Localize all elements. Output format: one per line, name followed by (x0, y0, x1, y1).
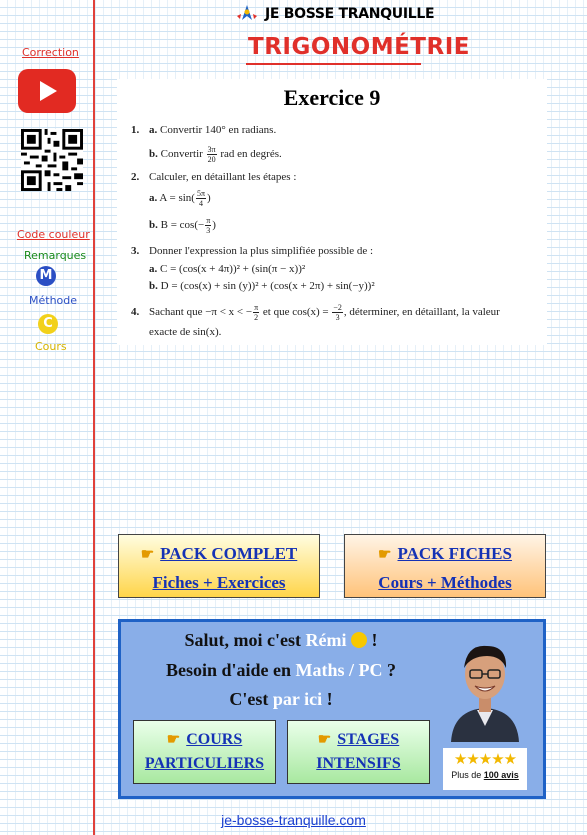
question-number: 2. (131, 171, 140, 183)
fraction (205, 216, 211, 235)
question-4 (131, 303, 500, 322)
question-text: Donner l'expression la plus simplifiée possible de : (149, 245, 374, 257)
margin-line (93, 0, 95, 835)
sub-label: a. (149, 192, 158, 205)
title-underline (246, 63, 421, 65)
brand-header[interactable] (235, 4, 434, 24)
question-1a (131, 124, 276, 136)
button-label: PARTICULIERS (144, 755, 265, 772)
sub-label: b. (149, 280, 158, 292)
question-text: Calculer, en détaillant les étapes : (149, 171, 297, 183)
promo-line-1 (121, 630, 441, 651)
question-2a: a. A = sin( $\frac{5\pi}{4}$ ) (149, 189, 211, 208)
tutor-promo-panel (118, 619, 546, 799)
qr-code[interactable] (21, 129, 83, 191)
question-text: et que cos(x) = (262, 306, 329, 319)
pack-complet-button[interactable] (118, 534, 320, 598)
question-text: D = (cos(x) + sin (y))² + (cos(x + 2π) + sin(−y))² (160, 280, 375, 292)
sub-label: b. (149, 219, 158, 232)
fraction (332, 303, 343, 322)
remarques-label: Remarques (24, 249, 87, 262)
rating-count: 100 avis (483, 770, 519, 780)
question-number: 1. (131, 124, 140, 136)
button-label: PACK COMPLET (160, 544, 298, 563)
denominator: 4 (198, 199, 203, 208)
numerator: 5π (196, 189, 206, 198)
question-text: Sachant que −π < x < − (149, 306, 253, 319)
promo-text: Besoin d'aide en (165, 660, 292, 680)
question-number: 4. (131, 306, 140, 319)
sub-label: b. (149, 148, 158, 161)
code-couleur-label: Code couleur (17, 228, 90, 241)
promo-text: ? (387, 660, 397, 680)
promo-line-2 (121, 660, 441, 681)
button-label: COURS (186, 731, 243, 748)
promo-subject: Maths / PC (295, 660, 383, 680)
numerator: π (254, 303, 259, 312)
numerator: −2 (333, 303, 342, 312)
question-text: rad en degrés. (220, 148, 282, 161)
question-2b: b. B = cos(− $\frac{\pi}{3}$ ) (149, 216, 216, 235)
button-label: PACK FICHES (397, 544, 512, 563)
smiley-icon (351, 632, 367, 648)
rating-badge[interactable] (443, 748, 527, 790)
button-label: STAGES (337, 731, 400, 748)
denominator: 20 (207, 155, 216, 164)
cours-icon: C (38, 314, 58, 334)
question-text: C = (cos(x + 4π))² + (sin(π − x))² (160, 263, 306, 275)
question-4-line2 (149, 326, 221, 338)
tutor-name: Rémi (305, 630, 347, 650)
exercise-title: Exercice 9 (283, 85, 381, 110)
rating-prefix: Plus de (451, 770, 482, 780)
question-text: , déterminer, en détaillant, la valeur (343, 306, 500, 319)
methode-icon: M (36, 266, 56, 286)
brand-name: JE BOSSE TRANQUILLE (265, 6, 435, 22)
question-number: 3. (131, 245, 140, 257)
fraction (196, 189, 206, 208)
question-text: Convertir (160, 148, 203, 161)
cours-particuliers-button[interactable] (133, 720, 276, 784)
button-label: Fiches + Exercices (152, 573, 286, 592)
exercise-panel (117, 79, 547, 345)
youtube-play-button[interactable] (18, 69, 76, 113)
fraction (207, 145, 217, 164)
question-text: A = sin (159, 192, 192, 205)
pointing-hand-icon: ☛ (140, 547, 155, 563)
question-3b (149, 280, 375, 292)
question-3a (149, 263, 305, 275)
pack-fiches-button[interactable] (344, 534, 546, 598)
question-2 (131, 171, 296, 183)
denominator: 3 (335, 313, 340, 322)
question-3 (131, 245, 373, 257)
numerator: π (206, 216, 211, 225)
website-link[interactable]: je-bosse-tranquille.com (221, 812, 366, 828)
button-label: INTENSIFS (316, 755, 401, 772)
correction-label: Correction (22, 46, 79, 59)
rating-text (443, 770, 527, 780)
promo-text: C'est (229, 689, 269, 709)
stages-intensifs-button[interactable] (287, 720, 430, 784)
question-1b (149, 145, 282, 164)
play-icon (40, 81, 57, 101)
question-text: B = cos (160, 219, 195, 232)
cours-label: Cours (35, 340, 67, 353)
brand-logo-icon (235, 4, 259, 24)
denominator: 2 (254, 313, 259, 322)
promo-line-3 (121, 689, 441, 710)
sub-label: a. (149, 124, 158, 136)
promo-link[interactable]: par ici (272, 689, 323, 709)
denominator: 3 (206, 226, 211, 235)
question-text: Convertir 140° en radians. (160, 124, 277, 136)
methode-label: Méthode (29, 294, 78, 307)
pointing-hand-icon: ☛ (378, 547, 392, 563)
promo-text: ! (326, 689, 333, 709)
promo-text: Salut, moi c'est (184, 630, 301, 650)
sub-label: a. (149, 263, 158, 275)
fraction (253, 303, 259, 322)
page-title: TRIGONOMÉTRIE (248, 34, 470, 60)
question-text: exacte de sin(x). (149, 326, 222, 338)
pointing-hand-icon: ☛ (317, 732, 332, 748)
rating-stars-icon: ★★★★★ (453, 752, 517, 768)
numerator: 3π (207, 145, 216, 154)
button-label: Cours + Méthodes (378, 573, 512, 592)
minus-sign: − (198, 219, 205, 232)
promo-text: ! (371, 630, 378, 650)
tutor-avatar (443, 630, 527, 742)
pointing-hand-icon: ☛ (166, 732, 181, 748)
